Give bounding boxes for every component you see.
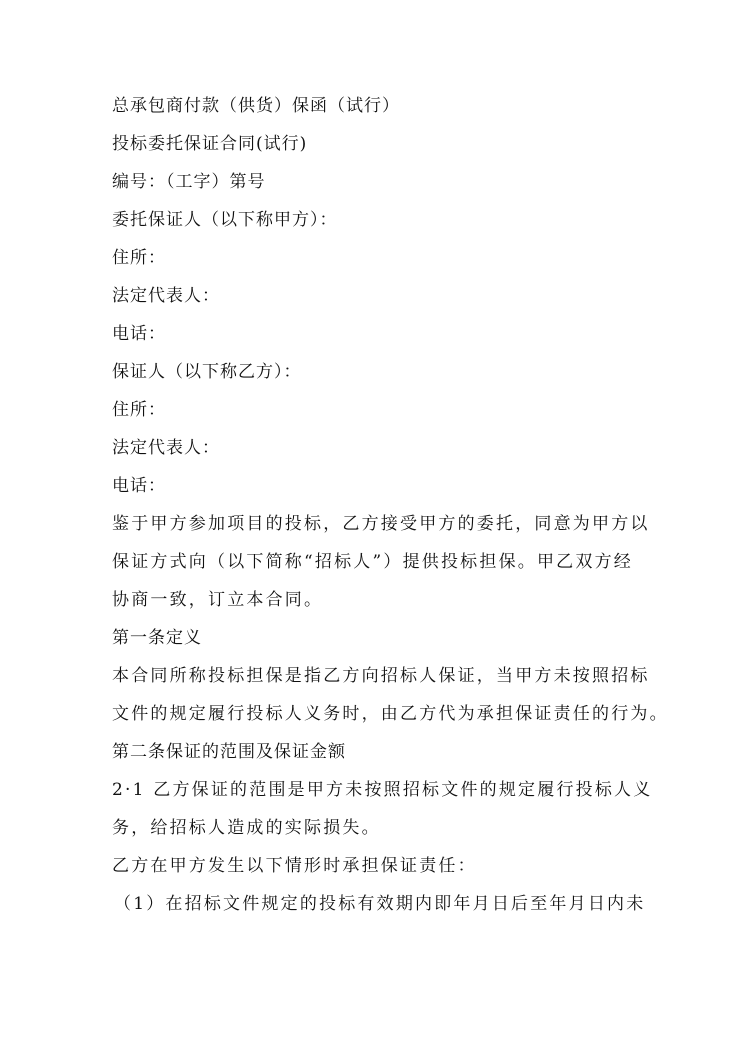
preamble-line-3: 协商一致，订立本合同。 xyxy=(112,590,324,610)
title-line: 总承包商付款（供货）保函（试行） xyxy=(112,96,400,116)
contract-title: 投标委托保证合同(试行) xyxy=(112,134,308,154)
party-b-phone: 电话： xyxy=(112,476,166,496)
party-b-representative: 法定代表人： xyxy=(112,438,220,458)
party-a-phone: 电话： xyxy=(112,324,166,344)
party-b-address: 住所： xyxy=(112,400,166,420)
party-a-line: 委托保证人（以下称甲方）： xyxy=(112,210,338,230)
clause-2-1-text-1: 2·1 乙方保证的范围是甲方未按照招标文件的规定履行投标人义 xyxy=(112,780,653,800)
clause-2-1-text-2: 务，给招标人造成的实际损失。 xyxy=(112,818,381,838)
party-a-address: 住所： xyxy=(112,248,166,268)
condition-1: （1）在招标文件规定的投标有效期内即年月日后至年月日内未 xyxy=(114,894,646,914)
preamble-line-2: 保证方式向（以下简称“招标人”）提供投标担保。甲乙双方经 xyxy=(112,552,633,572)
number-line: 编号：（工字）第号 xyxy=(112,172,266,192)
liability-intro: 乙方在甲方发生以下情形时承担保证责任： xyxy=(112,856,477,876)
article-1-text-2: 文件的规定履行投标人义务时，由乙方代为承担保证责任的行为。 xyxy=(112,704,669,724)
party-b-line: 保证人（以下称乙方）： xyxy=(112,362,302,382)
article-1-text-1: 本合同所称投标担保是指乙方向招标人保证，当甲方未按照招标 xyxy=(112,666,650,686)
article-2-heading: 第二条保证的范围及保证金额 xyxy=(112,742,346,762)
party-a-representative: 法定代表人： xyxy=(112,286,220,306)
preamble-line-1: 鉴于甲方参加项目的投标，乙方接受甲方的委托，同意为甲方以 xyxy=(112,514,650,534)
article-1-heading: 第一条定义 xyxy=(112,628,202,648)
